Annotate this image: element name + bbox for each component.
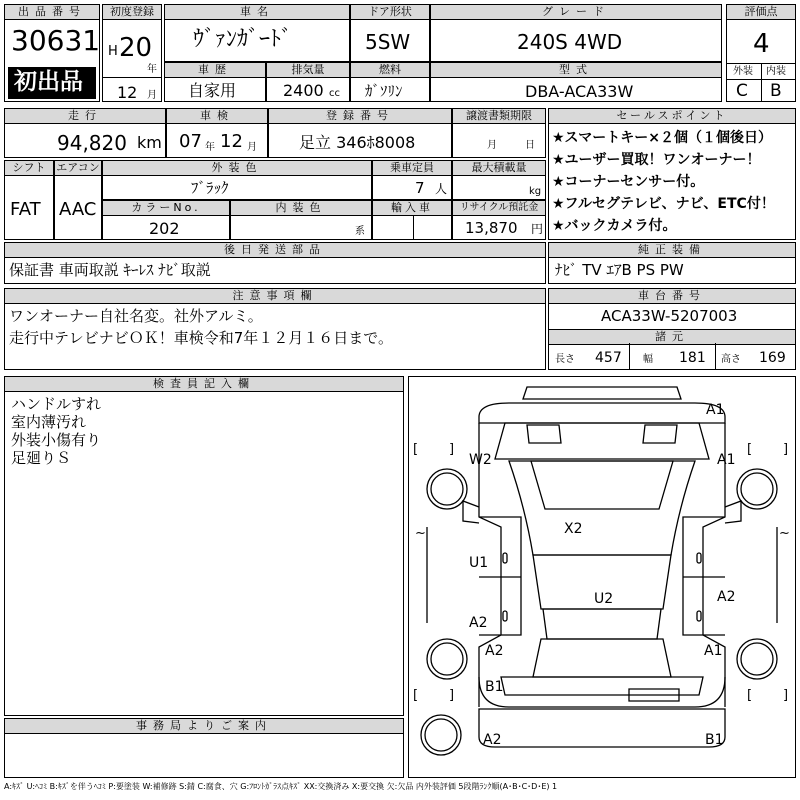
- first-reg-year: 20: [119, 33, 153, 63]
- score: 4: [753, 29, 770, 59]
- deadline-day-unit: 日: [525, 140, 535, 151]
- svg-text:]: ]: [449, 688, 455, 703]
- registration-number: 足立 346ﾎ8008: [299, 133, 416, 152]
- notes-line: ワンオーナー自社名変。社外アルミ。: [9, 307, 263, 325]
- damage-mark: B1: [705, 732, 724, 748]
- displacement-box: [266, 62, 350, 102]
- genuine-equipment: ﾅﾋﾞ TV ｴｱB PS PW: [555, 261, 684, 279]
- inspection-month-unit: 月: [247, 142, 257, 153]
- recycle-fee: 13,870: [465, 219, 518, 237]
- capacity-box: [372, 160, 452, 200]
- grade-box: [430, 4, 722, 62]
- era: H: [108, 44, 118, 59]
- shift: FAT: [10, 199, 41, 220]
- length-label: 長さ: [555, 354, 575, 365]
- svg-text:[: [: [747, 442, 753, 457]
- later-parts-label: 後日発送部品: [4, 242, 546, 258]
- exterior-color-box: [102, 160, 372, 200]
- mileage-box: [4, 108, 166, 158]
- damage-mark: U1: [469, 555, 489, 571]
- damage-mark: X2: [564, 521, 583, 537]
- later-parts-box: [4, 242, 546, 284]
- max-load-box: [452, 160, 546, 200]
- max-load-label: 最大積載量: [452, 160, 546, 176]
- inspector-notes-box: [4, 376, 404, 716]
- sales-point-item: ★フルセグテレビ、ナビ、ETC付！: [552, 196, 775, 212]
- exterior-label: 外装: [733, 66, 753, 77]
- lot-number: 30631: [11, 24, 101, 57]
- office-notice-label: 事務局よりご案内: [4, 718, 404, 734]
- aircon-label: エアコン: [54, 160, 102, 176]
- door-box: [350, 4, 430, 62]
- sales-points-label: セールスポイント: [548, 108, 796, 124]
- inspection-year-unit: 年: [205, 142, 215, 153]
- mileage-unit: km: [137, 133, 162, 152]
- inspector-note: 足廻りＳ: [11, 449, 72, 467]
- capacity: 7: [415, 179, 425, 197]
- car-diagram: [409, 377, 795, 777]
- damage-mark: W2: [469, 452, 492, 468]
- transfer-deadline-box: [452, 108, 546, 158]
- interior-label: 内装: [766, 66, 786, 77]
- displacement: 2400: [283, 81, 324, 100]
- damage-mark: A1: [704, 643, 723, 659]
- sales-point-item: ★バックカメラ付。: [552, 218, 677, 234]
- interior-color-label: 内装色: [230, 200, 372, 216]
- car-diagram-box: [408, 376, 796, 778]
- inspection-box: [166, 108, 268, 158]
- deadline-month-unit: 月: [487, 140, 497, 151]
- svg-text:[: [: [413, 688, 419, 703]
- color-number: 202: [149, 219, 180, 238]
- import-box: [372, 200, 452, 240]
- damage-mark: A2: [485, 643, 504, 659]
- interior-grade: B: [770, 81, 782, 101]
- later-parts: 保証書 車両取説 ｷｰﾚｽ ﾅﾋﾞ取説: [9, 261, 211, 279]
- notes-box: [4, 288, 546, 370]
- genuine-equipment-box: [548, 242, 796, 284]
- registration-number-label: 登録番号: [268, 108, 452, 124]
- damage-mark: U2: [594, 591, 614, 607]
- exterior-color-label: 外装色: [102, 160, 372, 176]
- history-box: [164, 62, 266, 102]
- color-number-box: [102, 200, 230, 240]
- model-type-box: [430, 62, 722, 102]
- recycle-box: [452, 200, 546, 240]
- first-registration-box: [102, 4, 162, 102]
- car-name-label: 車名: [164, 4, 350, 20]
- inspection-year: 07: [179, 131, 202, 152]
- width: 181: [679, 350, 706, 366]
- damage-mark: B1: [485, 679, 504, 695]
- inspection-month: 12: [220, 131, 243, 152]
- damage-mark: A2: [717, 589, 736, 605]
- score-label: 評価点: [726, 4, 796, 20]
- first-registration-label: 初度登録: [102, 4, 162, 20]
- door-type: 5SW: [365, 30, 411, 54]
- svg-text:]: ]: [783, 688, 789, 703]
- sales-points-box: [548, 108, 796, 240]
- capacity-unit: 人: [435, 182, 448, 196]
- mileage-label: 走行: [4, 108, 166, 124]
- inspection-label: 車検: [166, 108, 268, 124]
- aircon: AAC: [59, 199, 97, 220]
- import-label: 輸入車: [372, 200, 452, 216]
- max-load-unit: kg: [529, 186, 542, 197]
- month-unit: 月: [147, 90, 157, 101]
- recycle-unit: 円: [531, 222, 544, 236]
- fuel-label: 燃料: [350, 62, 430, 78]
- svg-text:[: [: [413, 442, 419, 457]
- first-sale-text: 初出品: [14, 69, 83, 95]
- transfer-deadline-label: 譲渡書類期限: [452, 108, 546, 124]
- genuine-equipment-label: 純正装備: [548, 242, 796, 258]
- damage-mark: A1: [706, 402, 725, 418]
- score-box: [726, 4, 796, 102]
- svg-text:]: ]: [783, 442, 789, 457]
- notes-label: 注意事項欄: [4, 288, 546, 304]
- lot-number-label: 出品番号: [4, 4, 100, 20]
- displacement-label: 排気量: [266, 62, 350, 78]
- chassis-number-box: [548, 288, 796, 370]
- svg-text:~: ~: [415, 526, 426, 541]
- svg-text:]: ]: [449, 442, 455, 457]
- height-label: 高さ: [721, 354, 741, 365]
- interior-color-box: [230, 200, 372, 240]
- svg-text:~: ~: [779, 526, 790, 541]
- dimensions-label: 諸元: [548, 329, 796, 345]
- exterior-grade: C: [736, 81, 748, 101]
- year-unit: 年: [147, 64, 157, 75]
- office-notice-box: [4, 718, 404, 778]
- model-type: DBA-ACA33W: [525, 82, 634, 101]
- history-label: 車歴: [164, 62, 266, 78]
- svg-text:[: [: [747, 688, 753, 703]
- door-label: ドア形状: [350, 4, 430, 20]
- grade-label: グレード: [430, 4, 722, 20]
- car-name: ｳﾞｧﾝｶﾞｰﾄﾞ: [193, 27, 293, 52]
- shift-box: [4, 160, 54, 240]
- grade: 240S 4WD: [517, 30, 623, 54]
- notes-line: 走行中テレビナビＯＫ！車検令和7年１２月１６日まで。: [9, 329, 393, 347]
- fuel-box: [350, 62, 430, 102]
- damage-mark: A2: [483, 732, 502, 748]
- legend: A:ｷｽﾞ U:ﾍｺﾐ B:ｷｽﾞを伴うﾍｺﾐ P:要塗装 W:補修跡 S:錆 C:腐食、穴 G:ﾌﾛﾝﾄｶﾞﾗｽ点ｷｽﾞ XX:交換済み X:要交換 欠:欠品 内外装評価 5段階ﾗﾝｸ順(A･B･C･D･E) 1: [4, 782, 558, 791]
- length: 457: [595, 350, 622, 366]
- lot-number-box: [4, 4, 100, 102]
- chassis-number: ACA33W-5207003: [601, 307, 738, 325]
- chassis-number-label: 車台番号: [548, 288, 796, 304]
- inspector-notes-label: 検査員記入欄: [4, 376, 404, 392]
- sales-point-item: ★コーナーセンサー付。: [552, 174, 705, 190]
- interior-color-unit: 系: [355, 226, 365, 237]
- inspector-note: 外装小傷有り: [11, 431, 102, 449]
- height: 169: [759, 350, 786, 366]
- registration-number-box: [268, 108, 452, 158]
- sales-point-item: ★スマートキー×２個（１個後日）: [552, 130, 773, 146]
- sales-point-item: ★ユーザー買取！ワンオーナー！: [552, 152, 761, 168]
- inspector-note: 室内薄汚れ: [11, 413, 87, 431]
- damage-mark: A1: [717, 452, 736, 468]
- model-type-label: 型式: [430, 62, 722, 78]
- exterior-color: ﾌﾞﾗｯｸ: [191, 179, 229, 197]
- mileage: 94,820: [57, 131, 127, 155]
- inspector-note: ハンドルすれ: [11, 395, 102, 413]
- shift-label: シフト: [4, 160, 54, 176]
- car-name-box: [164, 4, 350, 62]
- color-number-label: カラーNo.: [102, 200, 230, 216]
- recycle-label: リサイクル預託金: [452, 200, 546, 216]
- displacement-unit: cc: [329, 88, 340, 99]
- damage-mark: A2: [469, 615, 488, 631]
- first-reg-month: 12: [117, 83, 138, 102]
- capacity-label: 乗車定員: [372, 160, 452, 176]
- width-label: 幅: [643, 354, 653, 365]
- aircon-box: [54, 160, 102, 240]
- fuel: ｶﾞｿﾘﾝ: [365, 82, 403, 100]
- history: 自家用: [188, 81, 237, 100]
